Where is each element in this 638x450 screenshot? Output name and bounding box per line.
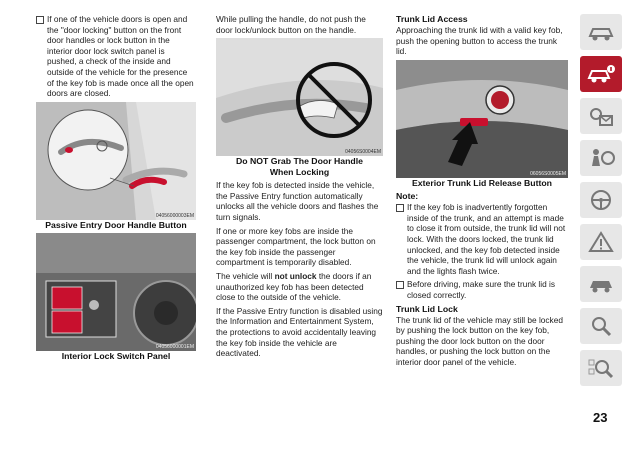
chapter-sidebar: [578, 14, 624, 392]
figure-door-handle-button: [36, 102, 196, 220]
roadside-warning-icon: [586, 230, 616, 254]
page-number: 23: [593, 410, 608, 425]
tab-warning-lights[interactable]: [580, 98, 622, 134]
figure-code: 04056S0004EM: [345, 149, 381, 156]
warning-lights-icon: [586, 104, 616, 128]
lock-switch-panel-illustration: [36, 233, 196, 351]
tab-search[interactable]: [580, 308, 622, 344]
tab-car-info[interactable]: [580, 56, 622, 92]
magnifier-icon: [586, 314, 616, 338]
figure-lock-switch-panel: [36, 233, 196, 351]
index-search-icon: [586, 356, 616, 380]
note-item: [396, 279, 568, 300]
column-2: [216, 14, 383, 359]
paragraph: If one or more key fobs are inside the passenger compartment, the lock button on the key fob inside the passenger compartment is temporarily disabled.: [216, 225, 376, 268]
figure-code: 06056S0005EM: [530, 170, 566, 177]
paragraph: The trunk lid of the vehicle may still be locked by pushing the lock button on the key fob, pushing the door lock button on the door handles, or pushing the lock button on the interior door panel of the vehicle.: [396, 314, 563, 367]
paragraph: Approaching the trunk lid with a valid key fob, push the opening button to access the trunk lid.: [396, 25, 563, 57]
figure-do-not-grab-handle: [216, 38, 383, 156]
paragraph: If the Passive Entry function is disabled using the Information and Entertainment System, the protections to avoid accidentally leaving the key fob inside the vehicle are deactivated.: [216, 305, 383, 359]
note-checkbox-icon: [396, 204, 404, 212]
note-text: Before driving, make sure the trunk lid is closed correctly.: [407, 279, 556, 301]
figure-caption: Interior Lock Switch Panel: [61, 351, 171, 362]
tab-steering[interactable]: [580, 182, 622, 218]
figure-caption: Do NOT Grab The Door Handle When Locking: [236, 156, 363, 177]
car-service-icon: [586, 272, 616, 296]
tab-safety[interactable]: [580, 140, 622, 176]
car-info-icon: [586, 62, 616, 86]
trunk-release-illustration: [396, 60, 568, 178]
steering-wheel-icon: [586, 188, 616, 212]
figure-caption: Exterior Trunk Lid Release Button: [412, 177, 552, 188]
column-1: [36, 14, 196, 362]
figure-trunk-release-button: [396, 60, 568, 178]
prohibited-grab-illustration: [216, 38, 383, 156]
section-heading: Trunk Lid Lock: [396, 303, 458, 314]
note-checkbox-icon: [36, 16, 44, 24]
figure-code: 04056000001EM: [155, 344, 194, 351]
paragraph: While pulling the handle, do not push the door lock/unlock button on the handle.: [216, 14, 366, 35]
door-handle-illustration: [36, 102, 196, 220]
section-heading: Trunk Lid Access: [396, 14, 468, 24]
paragraph: If the key fob is detected inside the vehicle, the Passive Entry function automatically unlocks all the vehicle doors and flashes the turn signals.: [216, 180, 379, 222]
tab-car-service[interactable]: [580, 266, 622, 302]
emphasis-text: not unlock: [274, 270, 317, 281]
note-item: [396, 202, 568, 276]
figure-caption: Passive Entry Door Handle Button: [45, 219, 187, 230]
note-checkbox-icon: [396, 281, 404, 289]
note-label: Note:: [396, 191, 419, 202]
tab-index[interactable]: [580, 350, 622, 386]
note-intro: [36, 14, 196, 99]
car-dashboard-icon: [586, 20, 616, 44]
figure-code: 04056000003EM: [155, 212, 194, 219]
intro-text: If one of the vehicle doors is open and the "door locking" button on the front door handles or lock button in the interior door lock switch panel is pushed, a check of the inside and outside of the vehicle for the presence of the key fob is made once all the open doors are closed.: [47, 14, 194, 99]
safety-airbag-icon: [586, 146, 616, 170]
tab-roadside[interactable]: [580, 224, 622, 260]
tab-car-dashboard[interactable]: [580, 14, 622, 50]
paragraph: The vehicle will not unlock the doors if an unauthorized key fob has been detected close to the outside of the vehicle.: [216, 270, 372, 303]
note-text: If the key fob is inadvertently forgotten inside of the trunk, and an attempt is made to close it from outside, the trunk lid will not lock. With the doors locked, the trunk lid unlocked, and the key fob detected inside the vehicle, the trunk lid will unlock again and the lights flash twice.: [407, 202, 566, 276]
column-3: [396, 14, 568, 368]
